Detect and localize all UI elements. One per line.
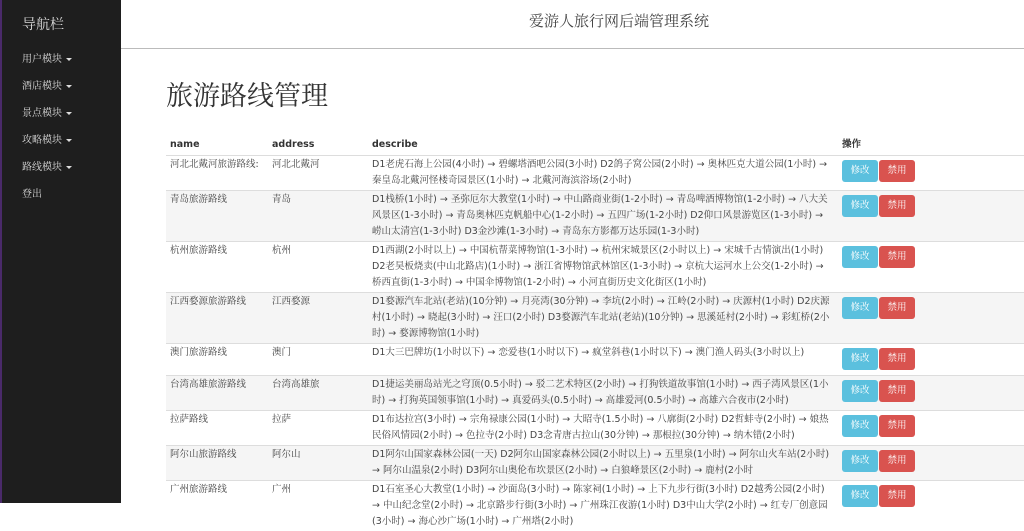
sidebar-item-1[interactable]	[2, 73, 121, 100]
sidebar-item-label: 酒店模块	[22, 81, 62, 92]
cell-actions	[838, 411, 1024, 446]
table-row	[166, 411, 1024, 446]
table-row	[166, 376, 1024, 411]
cell-actions	[838, 344, 1024, 376]
cell-describe: D1石室圣心大教堂(1小时) → 沙面岛(3小时) → 陈家祠(1小时) → 上下九步行街(3小时) D2越秀公园(2小时) → 中山纪念堂(2小时) → 北京路步行街(3小时) → 广州珠江夜游(1小时) D3中山大学(2小时) → 红专厂创意园(3小时) → 海心沙广场(1小时) → 广州塔(2小时)	[368, 481, 838, 531]
sidebar-brand: 导航栏	[22, 14, 64, 34]
edit-button[interactable]: 修改	[842, 450, 878, 472]
sidebar-item-label: 登出	[22, 189, 42, 200]
disable-button[interactable]: 禁用	[879, 195, 915, 217]
table-header-row	[166, 135, 1024, 156]
cell-name: 澳门旅游路线	[166, 344, 268, 376]
table-row	[166, 156, 1024, 191]
sidebar-item-label: 路线模块	[22, 162, 62, 173]
cell-actions	[838, 376, 1024, 411]
column-header-actions: 操作	[838, 135, 1024, 156]
sidebar-item-5[interactable]	[2, 181, 121, 208]
page-title: 旅游路线管理	[166, 74, 328, 113]
cell-address: 河北北戴河	[268, 156, 368, 191]
cell-name: 江西婺源旅游路线	[166, 293, 268, 344]
cell-actions	[838, 446, 1024, 481]
cell-describe: D1捷运美丽岛站光之穹顶(0.5小时) → 驳二艺术特区(2小时) → 打狗铁道故事馆(1小时) → 西子湾风景区(1小时) → 打狗英国领事馆(1小时) → 真爱码头(0.5小时) → 高雄爱河(0.5小时) → 高雄六合夜市(2小时)	[368, 376, 838, 411]
table-row	[166, 446, 1024, 481]
cell-address: 台湾高雄旅	[268, 376, 368, 411]
caret-down-icon	[66, 58, 72, 61]
cell-address: 江西婺源	[268, 293, 368, 344]
edit-button[interactable]: 修改	[842, 297, 878, 319]
cell-describe: D1栈桥(1小时) → 圣弥厄尔大教堂(1小时) → 中山路商业街(1-2小时) → 青岛啤酒博物馆(1-2小时) → 八大关风景区(1-3小时) → 青岛奥林匹克帆船中心(1-2小时) → 五四广场(1-2小时) D2仰口风景游览区(1-3小时) → 崂山太清宫(1-3小时) D3金沙滩(1-3小时) → 青岛东方影都万达乐园(1-3小时)	[368, 191, 838, 242]
table-row	[166, 481, 1024, 531]
caret-down-icon	[66, 112, 72, 115]
sidebar-item-label: 攻略模块	[22, 135, 62, 146]
sidebar-item-2[interactable]	[2, 100, 121, 127]
cell-actions	[838, 156, 1024, 191]
table-row	[166, 242, 1024, 293]
disable-button[interactable]: 禁用	[879, 246, 915, 268]
disable-button[interactable]: 禁用	[879, 450, 915, 472]
cell-describe: D1大三巴牌坊(1小时以下) → 恋爱巷(1小时以下) → 疯堂斜巷(1小时以下) → 澳门渔人码头(3小时以上)	[368, 344, 838, 376]
sidebar-item-3[interactable]	[2, 127, 121, 154]
cell-name: 青岛旅游路线	[166, 191, 268, 242]
cell-actions	[838, 481, 1024, 531]
edit-button[interactable]: 修改	[842, 160, 878, 182]
caret-down-icon	[66, 139, 72, 142]
cell-describe: D1老虎石海上公园(4小时) → 碧螺塔酒吧公园(3小时) D2鸽子窝公园(2小时) → 奥林匹克大道公园(1小时) → 秦皇岛北戴河怪楼奇园景区(1小时) → 北戴河海滨浴场(2小时)	[368, 156, 838, 191]
cell-describe: D1婺源汽车北站(老站)(10分钟) → 月亮湾(30分钟) → 李坑(2小时) → 江岭(2小时) → 庆源村(1小时) D2庆源村(1小时) → 晓起(3小时) → 汪口(2小时) D3婺源汽车北站(老站)(10分钟) → 思溪延村(2小时) → 彩虹桥(2小时) → 婺源博物馆(1小时)	[368, 293, 838, 344]
disable-button[interactable]: 禁用	[879, 348, 915, 370]
edit-button[interactable]: 修改	[842, 348, 878, 370]
cell-actions	[838, 242, 1024, 293]
cell-address: 广州	[268, 481, 368, 531]
sidebar-item-label: 景点模块	[22, 108, 62, 119]
column-header-describe: describe	[368, 135, 838, 156]
disable-button[interactable]: 禁用	[879, 297, 915, 319]
cell-address: 青岛	[268, 191, 368, 242]
table-row	[166, 191, 1024, 242]
cell-address: 澳门	[268, 344, 368, 376]
cell-name: 拉萨路线	[166, 411, 268, 446]
cell-name: 杭州旅游路线	[166, 242, 268, 293]
cell-name: 广州旅游路线	[166, 481, 268, 531]
cell-actions	[838, 293, 1024, 344]
cell-describe: D1阿尔山国家森林公园(一天) D2阿尔山国家森林公园(2小时以上) → 五里泉(1小时) → 阿尔山火车站(2小时) → 阿尔山温泉(2小时) D3阿尔山奥伦布坎景区(2小时) → 白狼峰景区(2小时) → 鹿村(2小时	[368, 446, 838, 481]
table-row	[166, 293, 1024, 344]
edit-button[interactable]: 修改	[842, 246, 878, 268]
cell-describe: D1西湖(2小时以上) → 中国杭帮菜博物馆(1-3小时) → 杭州宋城景区(2小时以上) → 宋城千古情演出(1小时) D2老昊板烧卖(中山北路店)(1小时) → 浙江省博物馆武林馆区(1-3小时) → 京杭大运河水上公交(1-2小时) → 桥西直街(1-3小时) → 中国伞博物馆(1-2小时) → 小河直街历史文化街区(1小时)	[368, 242, 838, 293]
disable-button[interactable]: 禁用	[879, 485, 915, 507]
caret-down-icon	[66, 85, 72, 88]
cell-address: 拉萨	[268, 411, 368, 446]
cell-actions	[838, 191, 1024, 242]
cell-name: 河北北戴河旅游路线:	[166, 156, 268, 191]
table-row	[166, 344, 1024, 376]
column-header-address: address	[268, 135, 368, 156]
cell-name: 阿尔山旅游路线	[166, 446, 268, 481]
cell-name: 台湾高雄旅游路线	[166, 376, 268, 411]
header	[121, 0, 1024, 49]
cell-describe: D1布达拉宫(3小时) → 宗角禄康公园(1小时) → 大昭寺(1.5小时) → 八廓街(2小时) D2哲蚌寺(2小时) → 娘热民俗风情园(2小时) → 色拉寺(2小时) D3念青唐古拉山(30分钟) → 那根拉(30分钟) → 纳木错(2小时)	[368, 411, 838, 446]
edit-button[interactable]: 修改	[842, 485, 878, 507]
sidebar-item-label: 用户模块	[22, 54, 62, 65]
column-header-name: name	[166, 135, 268, 156]
app-title: 爱游人旅行网后端管理系统	[529, 10, 709, 31]
sidebar	[0, 0, 121, 503]
routes-table	[166, 135, 1024, 531]
sidebar-item-4[interactable]	[2, 154, 121, 181]
caret-down-icon	[66, 166, 72, 169]
disable-button[interactable]: 禁用	[879, 160, 915, 182]
sidebar-nav	[2, 46, 121, 208]
disable-button[interactable]: 禁用	[879, 380, 915, 402]
edit-button[interactable]: 修改	[842, 415, 878, 437]
edit-button[interactable]: 修改	[842, 380, 878, 402]
cell-address: 杭州	[268, 242, 368, 293]
edit-button[interactable]: 修改	[842, 195, 878, 217]
disable-button[interactable]: 禁用	[879, 415, 915, 437]
sidebar-item-0[interactable]	[2, 46, 121, 73]
cell-address: 阿尔山	[268, 446, 368, 481]
